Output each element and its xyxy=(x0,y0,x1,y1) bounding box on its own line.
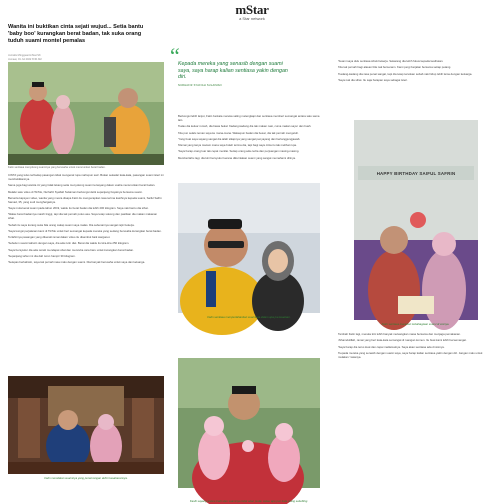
paragraph: 'Saya nak dia sihat. Itu saja harapan saya sebagai isteri. xyxy=(338,77,408,82)
paragraph: Tambah Fatin lagi, mereka kini lebih banyak meluangkan masa bersama dan menjaga pemakanan. xyxy=(338,332,461,336)
paragraph: 'Selepas berkahwin, saya tak pernah rasa malu dengan suami. Dia banyak berusaha untuk saya dan keluarga. xyxy=(8,260,146,265)
article-byline xyxy=(8,54,42,61)
birthday-banner: HAPPY BIRTHDAY SAIFUL SAFRIN xyxy=(376,171,456,176)
brand-tagline: a Star network xyxy=(239,16,265,21)
article-photo-4 xyxy=(8,376,164,474)
paragraph: 'Dia tak pernah bagi alasan bila nak bersenam. Kami pergi berjalan bersama setiap petang. xyxy=(338,65,452,70)
paragraph: Berkongsi lebih lanjut, Fatin berkata mereka saling melengkapi dan sentiasa memberi semangat antara satu sama lain. xyxy=(178,114,320,122)
article-photo-1 xyxy=(8,62,164,165)
article-body-col3b xyxy=(338,333,493,362)
paragraph: 'Kepada mereka yang senasib dengan suami saya, saya harap kalian sentiasa yakin dengan diri. Jangan malu untuk mulakan.' katanya. xyxy=(338,350,483,359)
quote-mark-icon: “ xyxy=(170,43,180,68)
quote-text: Kepada mereka yang senasib dengan suami saya, saya harap kalian sentiasa yakin dengan diri. xyxy=(178,61,288,81)
article-photo-3 xyxy=(354,120,478,320)
article-body-col2 xyxy=(178,115,320,163)
photo-5-caption: Kasih sayang antara Fatin dan suaminya tidak akan pudar walau apa pun kata orang sekeliling. xyxy=(189,499,309,503)
paragraph: 'Dia pun selalu teman saya ke mana-mana. Walaupun badan dia besar, dia tak pernah mengeluh. xyxy=(178,130,299,135)
article-body-col1 xyxy=(8,174,164,268)
paragraph: 'Ramai yang tanya macam mana saya boleh terima dia, tapi bagi saya cinta itu tak melihat rupa. xyxy=(178,143,297,148)
article-photo-2 xyxy=(178,183,320,313)
quote-source: NURHAFIZ SYAFIAH SULAIMAN xyxy=(178,84,222,88)
byline-date: Jumaat, 01 Jul 2022 8:30 AM xyxy=(8,57,42,61)
paragraph: 'Saya mula kenal suami pada tahun 2019, waktu itu berat badan dia lebih 200 kilogram. Saya nak bantu dia sihat. xyxy=(8,206,149,210)
paragraph: 'Alhamdulillah, ramai yang beri kata-kata semangat di ruangan komen. Itu buat kami lebih bersemangat. xyxy=(338,338,467,343)
article-photo-5 xyxy=(178,358,320,488)
paragraph: 'Saya harap dia terus kuat dan capai matlamatnya. Saya akan sentiasa ada di sisinya. xyxy=(338,344,445,349)
paragraph: 'Sebab itu saya kurang suka bila orang cakap suami saya malas. Dia sebenarnya sangat rajin bekerja. xyxy=(8,222,135,227)
paragraph: 'Saya harap orang luar tak cepat menilai. Setiap orang ada cerita dan perjuangan masing-masing. xyxy=(178,149,300,154)
paragraph: 'Walau berat badannya masih tinggi, tapi dia tak pernah putus asa. Saya tetap sokong dan pastikan dia makan makanan sihat. xyxy=(8,212,158,221)
pull-quote xyxy=(170,43,290,106)
paragraph: Terlahirnya pasangan yang dikenali ramai dalam video itu disambut baik warganet. xyxy=(8,235,111,240)
photo-3-caption: Fatin sentiasa meraikan kebahagiaan suami di sisinya. xyxy=(381,322,450,326)
byline-author: Jurnalis Mingguan/mStar.SK xyxy=(8,54,41,57)
photo-2-caption: Fatin sentiasa mempertahankan suaminya dalam apa jua keadaan. xyxy=(207,315,291,319)
paragraph: Sama juga bagi wanita ini yang tidak lekang setia menyokong suami tersayang dalam usaha menurunkan berat badan. xyxy=(8,183,156,188)
paragraph: 'Suami saya dulu sentiasa sibuk bekerja. Sekarang dia lebih fokus kepada kesihatan. xyxy=(338,59,444,63)
paragraph: 'Saya bersyukur dia ada rezeki mendapat ubat dan mencuba cara baru untuk kurangkan berat badan. xyxy=(8,247,134,252)
paragraph: 'Kadang-kadang dia rasa penat sangat, tapi dia tetap teruskan sebab nak hidup lebih lama dengan keluarga. xyxy=(338,71,473,76)
paragraph: 'Sebelum suami kahwin dengan saya, dia ada rutin diet. Berat dia waktu itu kira-kira 250 kilogram. xyxy=(8,241,130,246)
article-headline: Wanita ini buktikan cinta sejati wujud... Setia bantu 'baby boo' kurangkan berat badan, tak suka orang tuduh suami montel pemalas xyxy=(8,24,144,44)
paragraph: 'Yang buat saya sayang sangat dia ialah sikapnya yang sangat penyayang dan bertanggungjawab. xyxy=(178,136,301,141)
article-body-col3 xyxy=(338,60,493,85)
brand-logo[interactable] xyxy=(224,2,280,21)
paragraph: Melalui satu video di TikTok, Nurhafiz Syafiah Sulaiman berkongsi detik sepanjang hayatnya bersama suami. xyxy=(8,189,143,194)
paragraph: Memberitahu lagi, dia kini bersyukur kerana dikurniakan suami yang sangat memahami dirinya. xyxy=(178,155,296,160)
brand-name: mStar xyxy=(235,2,269,17)
paragraph: CINTA yang tulus terhadap pasangan tidak mengenal rupa mahupun saiz. Bukan sekadar kata-kata, pasangan suami isteri ini membuktikannya. xyxy=(8,173,164,181)
paragraph: Berserta kapsyen video, wanita yang mesra disapa Fatin itu mengucapkan rasa terima kasihnya kepada suami, Saiful Safrin Samad, 35, yang sudi menghargainya. xyxy=(8,195,162,204)
photo-1-caption: Fatin sentiasa menyokong suaminya yang berusaha untuk menurunkan berat badan. xyxy=(8,166,106,169)
paragraph: 'Saya kongsi perjalanan kami di TikTok untuk beri semangat kepada mereka yang sedang berusaha kurangkan berat badan. xyxy=(8,228,162,233)
paragraph: 'Kalau dia keluar rumah, dia bawa bekal. Kadang-kadang dia tak makan nasi, cuma makan sayur dan buah. xyxy=(178,124,312,129)
paragraph: 'Sepanjang tahun ini dia dah turun hampir 30 kilogram. xyxy=(8,253,76,258)
photo-4-caption: Fatin mendakan suaminya yang penat tangan akhiri kesabarannya. xyxy=(44,476,128,480)
